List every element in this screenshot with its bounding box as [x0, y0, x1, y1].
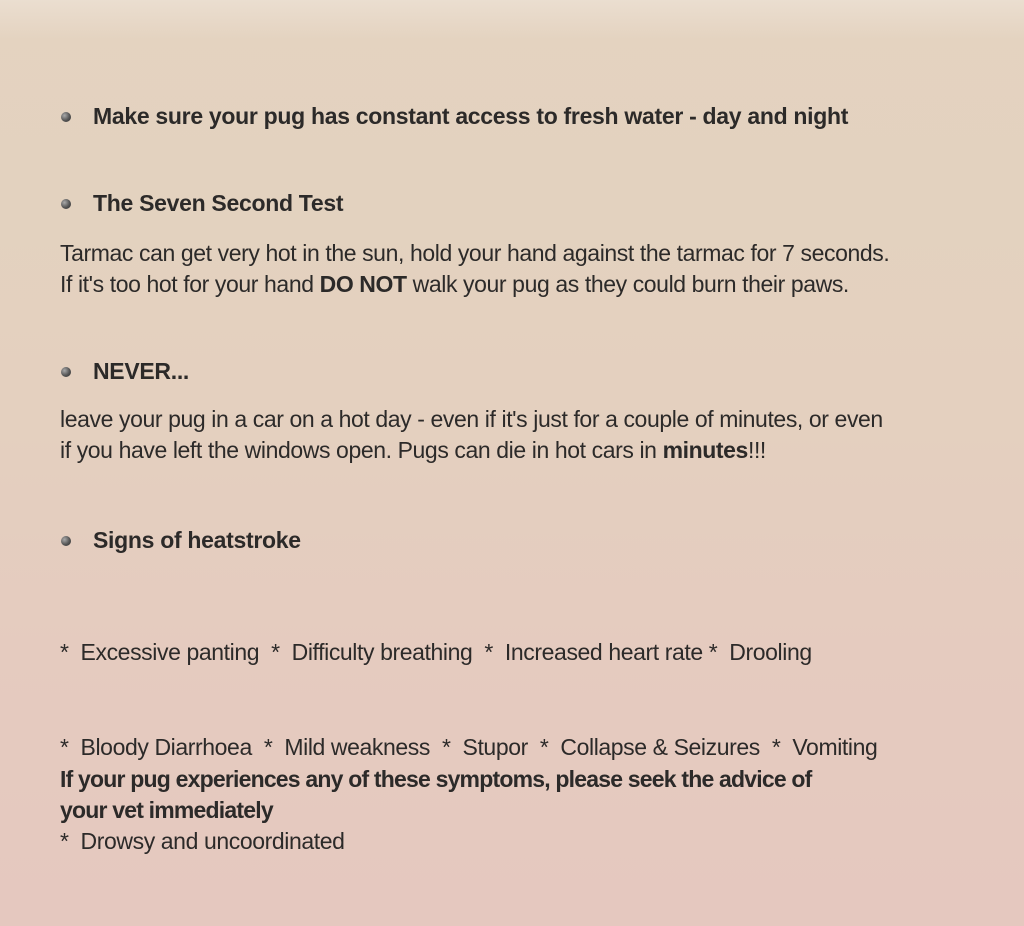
text-span: walk your pug as they could burn their paws.	[406, 271, 849, 297]
heading-water: Make sure your pug has constant access to fresh water - day and night	[93, 103, 849, 129]
sphere-bullet-icon	[61, 199, 71, 209]
section-seven-second-test	[60, 190, 343, 217]
bullet-heading-seven-second	[60, 190, 343, 217]
emphasis-minutes: minutes	[662, 437, 748, 463]
signs-line: * Bloody Diarrhoea * Mild weakness * Stupor * Collapse & Seizures * Vomiting	[60, 733, 878, 760]
bullet-heading-never	[60, 358, 189, 385]
paragraph-line: leave your pug in a car on a hot day - even if it's just for a couple of minutes, or even	[60, 406, 883, 432]
heading-never: NEVER...	[93, 358, 190, 384]
paragraph-line: Tarmac can get very hot in the sun, hold your hand against the tarmac for 7 seconds.	[60, 240, 890, 266]
sphere-bullet-icon	[61, 112, 71, 122]
signs-list	[60, 574, 877, 889]
closing-line: your vet immediately	[60, 797, 273, 823]
signs-line: * Drowsy and uncoordinated	[60, 828, 345, 854]
text-span: !!!	[747, 437, 766, 463]
paragraph-seven-second-test	[60, 238, 889, 300]
section-never	[60, 358, 189, 385]
closing-advice	[60, 764, 960, 826]
sphere-bullet-icon	[61, 536, 71, 546]
heading-signs-of-heatstroke: Signs of heatstroke	[93, 527, 301, 553]
top-sheen	[0, 0, 1024, 40]
closing-line: If your pug experiences any of these symptoms, please seek the advice of	[60, 766, 812, 792]
signs-line: * Excessive panting * Difficulty breathing * Increased heart rate * Drooling	[60, 639, 812, 665]
emphasis-do-not: DO NOT	[319, 271, 407, 297]
bullet-heading-water	[60, 103, 848, 130]
text-span: If it's too hot for your hand	[60, 271, 320, 297]
section-water	[60, 103, 848, 130]
text-span: if you have left the windows open. Pugs can die in hot cars in	[60, 437, 663, 463]
paragraph-never	[60, 404, 883, 466]
bullet-heading-heatstroke	[60, 527, 301, 554]
paragraph-line	[60, 435, 883, 466]
section-heatstroke	[60, 527, 301, 554]
paragraph-line	[60, 269, 889, 300]
sphere-bullet-icon	[61, 367, 71, 377]
heading-seven-second-test: The Seven Second Test	[93, 190, 344, 216]
